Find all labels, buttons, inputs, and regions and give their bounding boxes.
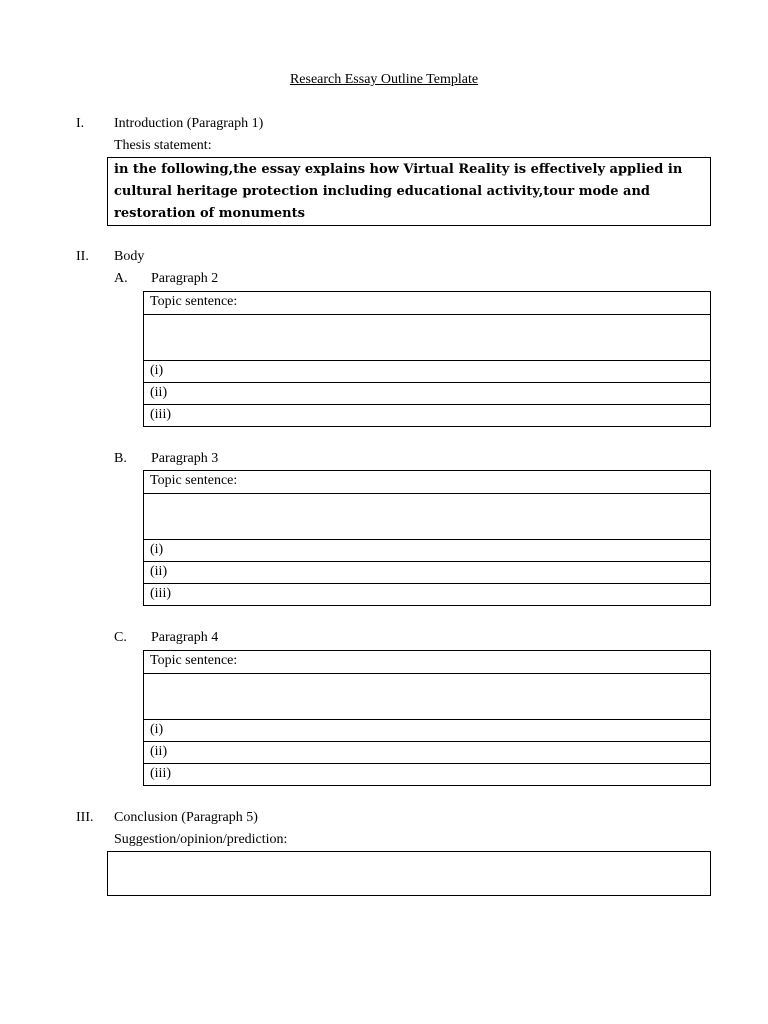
section-numeral-body: II. (76, 249, 89, 264)
paragraph-3-table (143, 470, 711, 606)
point-row[interactable]: (i) (144, 539, 710, 561)
thesis-line: restoration of monuments (114, 206, 305, 221)
conclusion-box[interactable] (107, 851, 711, 896)
section-numeral-conclusion: III. (76, 810, 94, 825)
topic-sentence-field[interactable] (144, 673, 710, 719)
point-row[interactable]: (iii) (144, 763, 710, 785)
paragraph-label: Paragraph 2 (151, 271, 219, 286)
paragraph-label: Paragraph 3 (151, 451, 219, 466)
point-row[interactable]: (i) (144, 719, 710, 741)
topic-sentence-field[interactable] (144, 493, 710, 539)
topic-sentence-label: Topic sentence: (150, 653, 238, 668)
thesis-statement (108, 158, 710, 225)
introduction-heading: Introduction (Paragraph 1) (114, 116, 264, 131)
paragraph-label: Paragraph 4 (151, 630, 219, 645)
thesis-line: cultural heritage protection including educational activity,tour mode and (114, 184, 651, 199)
topic-sentence-label: Topic sentence: (150, 294, 238, 309)
point-row[interactable]: (ii) (144, 382, 710, 404)
paragraph-letter: C. (114, 630, 127, 645)
paragraph-letter: B. (114, 451, 127, 466)
point-row[interactable]: (iii) (144, 583, 710, 605)
body-heading: Body (114, 249, 145, 264)
document-title: Research Essay Outline Template (289, 72, 479, 87)
point-row[interactable]: (ii) (144, 741, 710, 763)
paragraph-2-table (143, 291, 711, 427)
thesis-line: in the following,the essay explains how Virtual Reality is effectively applied in (114, 162, 683, 177)
point-row[interactable]: (ii) (144, 561, 710, 583)
conclusion-label: Suggestion/opinion/prediction: (114, 832, 288, 847)
thesis-label: Thesis statement: (114, 138, 212, 153)
topic-sentence-field[interactable] (144, 314, 710, 360)
topic-sentence-label: Topic sentence: (150, 473, 238, 488)
paragraph-4-table (143, 650, 711, 786)
conclusion-heading: Conclusion (Paragraph 5) (114, 810, 258, 825)
point-row[interactable]: (i) (144, 360, 710, 382)
section-numeral-introduction: I. (76, 116, 85, 131)
paragraph-letter: A. (114, 271, 128, 286)
thesis-box[interactable] (107, 157, 711, 226)
point-row[interactable]: (iii) (144, 404, 710, 426)
